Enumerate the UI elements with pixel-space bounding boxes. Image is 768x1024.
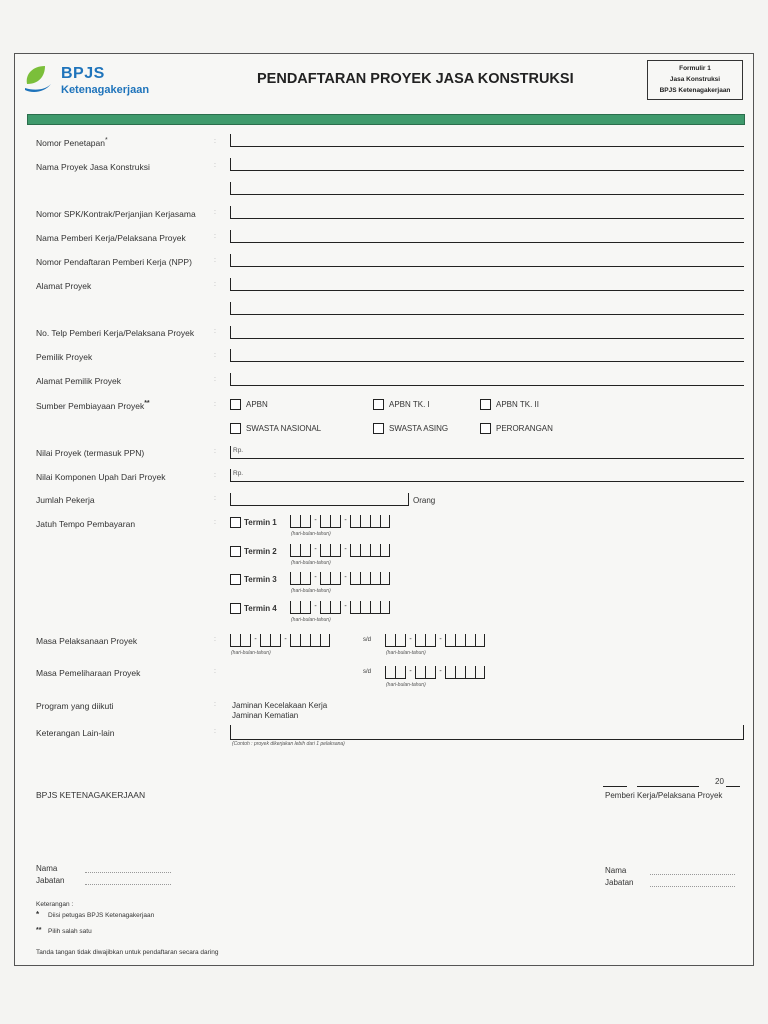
right-jabatan-label: Jabatan (605, 878, 634, 887)
colon: : (214, 401, 216, 408)
label-no-telp: No. Telp Pemberi Kerja/Pelaksana Proyek (36, 328, 195, 338)
colon: : (214, 138, 216, 145)
note-2-mark: ** (36, 927, 42, 934)
program-jkm: Jaminan Kematian (232, 711, 299, 720)
date-year-line (726, 778, 740, 787)
note-1-mark: * (36, 910, 40, 919)
perorangan-checkbox[interactable] (480, 423, 491, 434)
apbn2-checkbox[interactable] (480, 399, 491, 410)
termin-2-checkbox[interactable] (230, 546, 241, 557)
termin-2-hint: (hari-bulan-tahun) (291, 560, 331, 566)
program-jkk: Jaminan Kecelakaan Kerja (232, 701, 328, 710)
jumlah-pekerja-field[interactable] (230, 493, 409, 506)
label-nomor-npp: Nomor Pendaftaran Pemberi Kerja (NPP) (36, 257, 192, 267)
colon: : (214, 472, 216, 479)
rp-prefix: Rp. (233, 470, 244, 477)
label-nomor-penetapan: Nomor Penetapan* (36, 137, 108, 148)
termin-3-label: Termin 3 (244, 575, 277, 584)
perorangan-label: PERORANGAN (496, 424, 553, 433)
colon: : (214, 209, 216, 216)
date-day-line (637, 778, 699, 787)
sd-label: s/d (363, 637, 372, 643)
swasta-nasional-label: SWASTA NASIONAL (246, 424, 322, 433)
label-program: Program yang diikuti (36, 701, 114, 711)
label-nilai-proyek: Nilai Proyek (termasuk PPN) (36, 448, 145, 458)
sd-label: s/d (363, 669, 372, 675)
colon: : (214, 281, 216, 288)
keterangan-hint: (Contoh : proyek dikerjakan lebih dari 1 pelaksana) (232, 741, 345, 747)
termin-4-label: Termin 4 (244, 604, 277, 613)
nilai-upah-field[interactable] (230, 469, 744, 482)
nomor-penetapan-field[interactable] (230, 134, 744, 147)
pemeliharaan-end-date[interactable]: - - (385, 665, 485, 679)
nama-proyek-field-line2[interactable] (230, 182, 744, 195)
label-jumlah-pekerja: Jumlah Pekerja (36, 495, 95, 505)
left-nama-label: Nama (36, 864, 58, 873)
logo-brand: BPJS (61, 65, 105, 82)
form-number: Formulir 1 (679, 65, 711, 72)
label-keterangan: Keterangan Lain-lain (36, 728, 115, 738)
pemeliharaan-end-hint: (hari-bulan-tahun) (386, 682, 426, 688)
label-alamat-proyek: Alamat Proyek (36, 281, 92, 291)
note-1: Diisi petugas BPJS Ketenagakerjaan (48, 912, 155, 919)
apbn1-checkbox[interactable] (373, 399, 384, 410)
colon: : (214, 728, 216, 735)
colon: : (214, 352, 216, 359)
nomor-spk-field[interactable] (230, 206, 744, 219)
year-prefix: 20 (715, 777, 724, 786)
termin-1-hint: (hari-bulan-tahun) (291, 531, 331, 537)
pelaksanaan-start-date[interactable]: - - (230, 633, 330, 647)
colon: : (214, 162, 216, 169)
colon: : (214, 495, 216, 502)
left-jabatan-line[interactable] (85, 876, 171, 885)
colon: : (214, 448, 216, 455)
termin-1-checkbox[interactable] (230, 517, 241, 528)
bpjs-logo (23, 64, 183, 98)
swasta-nasional-checkbox[interactable] (230, 423, 241, 434)
header-green-bar (27, 114, 745, 125)
colon: : (214, 376, 216, 383)
colon: : (214, 668, 216, 675)
colon: : (214, 701, 216, 708)
form-title: PENDAFTARAN PROYEK JASA KONSTRUKSI (257, 71, 574, 87)
pelaksanaan-end-date[interactable]: - - (385, 633, 485, 647)
colon: : (214, 233, 216, 240)
alamat-proyek-field[interactable] (230, 278, 744, 291)
bpjs-leaf-icon (23, 64, 53, 96)
apbn-label: APBN (246, 400, 268, 409)
label-masa-pelaksanaan: Masa Pelaksanaan Proyek (36, 636, 138, 646)
termin-4-date[interactable]: - - (290, 600, 390, 614)
label-nama-proyek: Nama Proyek Jasa Konstruksi (36, 162, 150, 172)
colon: : (214, 257, 216, 264)
apbn2-label: APBN TK. II (496, 400, 539, 409)
note-2: Pilih salah satu (48, 928, 92, 935)
label-nomor-spk: Nomor SPK/Kontrak/Perjanjian Kerjasama (36, 209, 196, 219)
left-jabatan-label: Jabatan (36, 876, 65, 885)
right-jabatan-line[interactable] (650, 878, 735, 887)
footer-note: Tanda tangan tidak diwajibkan untuk pendaftaran secara daring (36, 949, 219, 956)
pelaksanaan-start-hint: (hari-bulan-tahun) (231, 650, 271, 656)
colon: : (214, 519, 216, 526)
termin-4-checkbox[interactable] (230, 603, 241, 614)
nama-proyek-field[interactable] (230, 158, 744, 171)
label-sumber: Sumber Pembiayaan Proyek** (36, 400, 150, 411)
alamat-proyek-field-line2[interactable] (230, 302, 744, 315)
left-nama-line[interactable] (85, 864, 171, 873)
date-place-line (603, 778, 627, 787)
termin-2-date[interactable]: - - (290, 543, 390, 557)
notes-title: Keterangan : (36, 901, 74, 908)
nomor-npp-field[interactable] (230, 254, 744, 267)
termin-3-hint: (hari-bulan-tahun) (291, 588, 331, 594)
keterangan-field[interactable] (230, 725, 744, 740)
label-masa-pemeliharaan: Masa Pemeliharaan Proyek (36, 668, 141, 678)
right-nama-line[interactable] (650, 866, 735, 875)
label-nama-pemberi-kerja: Nama Pemberi Kerja/Pelaksana Proyek (36, 233, 186, 243)
bpjs-signature-org: BPJS KETENAGAKERJAAN (36, 790, 146, 800)
colon: : (214, 328, 216, 335)
swasta-asing-label: SWASTA ASING (389, 424, 449, 433)
apbn1-label: APBN TK. I (389, 400, 430, 409)
form-id-box (647, 60, 743, 100)
right-nama-label: Nama (605, 866, 627, 875)
logo-subtitle: Ketenagakerjaan (61, 84, 150, 96)
termin-1-label: Termin 1 (244, 518, 277, 527)
nama-pemberi-kerja-field[interactable] (230, 230, 744, 243)
apbn-checkbox[interactable] (230, 399, 241, 410)
termin-3-checkbox[interactable] (230, 574, 241, 585)
registration-form (14, 53, 754, 966)
label-jatuh-tempo: Jatuh Tempo Pembayaran (36, 519, 136, 529)
pelaksanaan-end-hint: (hari-bulan-tahun) (386, 650, 426, 656)
pemilik-field[interactable] (230, 349, 744, 362)
colon: : (214, 636, 216, 643)
nilai-proyek-field[interactable] (230, 446, 744, 459)
form-org: BPJS Ketenagakerjaan (659, 87, 731, 94)
termin-4-hint: (hari-bulan-tahun) (291, 617, 331, 623)
employer-signature-org: Pemberi Kerja/Pelaksana Proyek (605, 791, 723, 800)
alamat-pemilik-field[interactable] (230, 373, 744, 386)
swasta-asing-checkbox[interactable] (373, 423, 384, 434)
label-nilai-upah: Nilai Komponen Upah Dari Proyek (36, 472, 166, 482)
label-alamat-pemilik: Alamat Pemilik Proyek (36, 376, 122, 386)
termin-3-date[interactable]: - - (290, 571, 390, 585)
termin-1-date[interactable]: - - (290, 514, 390, 528)
rp-prefix: Rp. (233, 447, 244, 454)
no-telp-field[interactable] (230, 326, 744, 339)
label-pemilik: Pemilik Proyek (36, 352, 93, 362)
orang-label: Orang (413, 496, 436, 505)
termin-2-label: Termin 2 (244, 547, 277, 556)
form-type: Jasa Konstruksi (669, 76, 721, 83)
